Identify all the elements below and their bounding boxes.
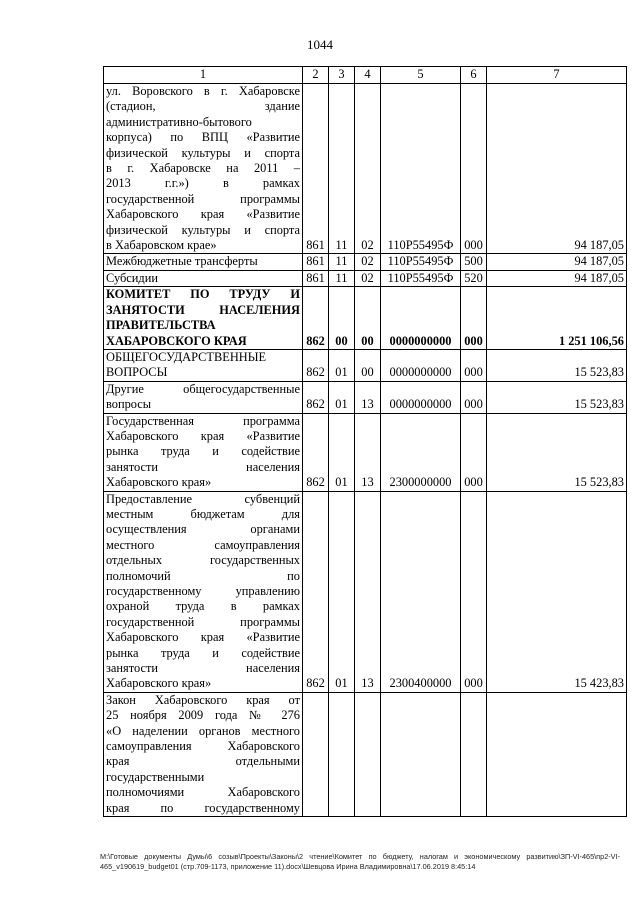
description-line: Хабаровского края «Развитие	[106, 428, 300, 443]
row-description	[104, 287, 303, 350]
section-code: 01	[329, 413, 355, 491]
amount-value: 94 187,05	[487, 254, 627, 270]
description-line: Хабаровского края «Развитие	[106, 207, 300, 222]
amount-value	[487, 692, 627, 816]
description-line: государственной программы	[106, 614, 300, 629]
subsection-code: 00	[355, 349, 381, 381]
target-article-code: 2300000000	[381, 413, 461, 491]
description-line: государственными	[106, 769, 205, 784]
description-line: государственной программы	[106, 191, 300, 206]
section-code: 11	[329, 84, 355, 254]
header-col-4: 4	[355, 67, 381, 84]
row-description	[104, 381, 303, 413]
description-line: 2013 г.г.») в рамках	[106, 176, 300, 191]
description-line: занятости населения	[106, 459, 300, 474]
table-row	[104, 413, 627, 491]
expense-type-code: 000	[461, 84, 487, 254]
description-line: занятости населения	[106, 661, 300, 676]
ministry-code: 862	[303, 349, 329, 381]
ministry-code: 862	[303, 491, 329, 692]
table-row	[104, 254, 627, 270]
description-line: рынка труда и содействие	[106, 444, 300, 459]
subsection-code: 13	[355, 413, 381, 491]
header-col-2: 2	[303, 67, 329, 84]
description-line: рынка труда и содействие	[106, 645, 300, 660]
page-number: 1044	[307, 37, 333, 52]
description-line: ПРАВИТЕЛЬСТВА	[106, 318, 216, 333]
subsection-code: 13	[355, 381, 381, 413]
budget-table	[103, 66, 627, 817]
header-col-3: 3	[329, 67, 355, 84]
description-line: края отдельными	[106, 754, 300, 769]
subsection-code: 02	[355, 84, 381, 254]
amount-value: 1 251 106,56	[487, 287, 627, 350]
description-line: Хабаровского края»	[106, 676, 212, 691]
ministry-code	[303, 692, 329, 816]
description-line: государственному управлению	[106, 584, 300, 598]
ministry-code: 861	[303, 254, 329, 270]
target-article-code: 0000000000	[381, 349, 461, 381]
description-line: вопросы	[106, 397, 152, 412]
table-row	[104, 349, 627, 381]
expense-type-code	[461, 692, 487, 816]
expense-type-code: 500	[461, 254, 487, 270]
description-line: Субсидии	[106, 270, 158, 285]
target-article-code: 0000000000	[381, 287, 461, 350]
section-code: 11	[329, 254, 355, 270]
ministry-code: 861	[303, 84, 329, 254]
header-col-1: 1	[104, 67, 303, 84]
document-path-footer: M:\Готовые документы Думы\6 созыв\Проекты\Законы\2 чтение\Комитет по бюджету, налогам и экономическому развитию\ЗП-VI-465\пр2-VI-465_v190619_budget01 (стр.709-1173, приложение 11).docx\Шевцова Ирина Владимировна\17.06.2019 8:45:14	[100, 852, 620, 871]
ministry-code: 861	[303, 270, 329, 286]
ministry-code: 862	[303, 381, 329, 413]
table-row	[104, 692, 627, 816]
subsection-code: 00	[355, 287, 381, 350]
description-line: осуществления органами	[106, 522, 300, 537]
ministry-code: 862	[303, 287, 329, 350]
description-line: ЗАНЯТОСТИ НАСЕЛЕНИЯ	[106, 302, 300, 317]
target-article-code: 110P55495Ф	[381, 254, 461, 270]
header-col-6: 6	[461, 67, 487, 84]
table-row	[104, 381, 627, 413]
amount-value: 94 187,05	[487, 84, 627, 254]
description-line: Другие общегосударственные	[106, 381, 300, 396]
description-line: полномочий по	[106, 568, 300, 583]
target-article-code: 2300400000	[381, 491, 461, 692]
row-description	[104, 270, 303, 286]
table-row	[104, 270, 627, 286]
header-col-5: 5	[381, 67, 461, 84]
row-description	[104, 491, 303, 692]
target-article-code: 110P55495Ф	[381, 270, 461, 286]
description-line: физической культуры и спорта	[106, 145, 300, 160]
expense-type-code: 000	[461, 491, 487, 692]
target-article-code	[381, 692, 461, 816]
row-description	[104, 84, 303, 254]
description-line: ВОПРОСЫ	[106, 365, 168, 380]
expense-type-code: 520	[461, 270, 487, 286]
section-code: 01	[329, 349, 355, 381]
subsection-code	[355, 692, 381, 816]
section-code	[329, 692, 355, 816]
description-line: КОМИТЕТ ПО ТРУДУ И	[106, 287, 300, 302]
table-header-row	[104, 67, 627, 84]
description-line: охраной труда в рамках	[106, 599, 300, 614]
header-col-7: 7	[487, 67, 627, 84]
row-description	[104, 413, 303, 491]
amount-value: 15 523,83	[487, 413, 627, 491]
description-line: Хабаровского края»	[106, 475, 212, 490]
description-line: Хабаровского края «Развитие	[106, 630, 300, 645]
description-line: края по государственному	[106, 800, 300, 815]
description-line: полномочиями Хабаровского	[106, 785, 300, 800]
description-line: Закон Хабаровского края от	[106, 692, 300, 707]
amount-value: 15 523,83	[487, 381, 627, 413]
expense-type-code: 000	[461, 287, 487, 350]
amount-value: 15 523,83	[487, 349, 627, 381]
description-line: Межбюджетные трансферты	[106, 254, 258, 269]
amount-value: 15 423,83	[487, 491, 627, 692]
row-description	[104, 349, 303, 381]
description-line: физической культуры и спорта	[106, 222, 300, 237]
description-line: корпуса) по ВПЦ «Развитие	[106, 130, 300, 145]
section-code: 11	[329, 270, 355, 286]
description-line: Предоставление субвенций	[106, 491, 300, 506]
expense-type-code: 000	[461, 349, 487, 381]
table-row	[104, 84, 627, 254]
expense-type-code: 000	[461, 381, 487, 413]
target-article-code: 110P55495Ф	[381, 84, 461, 254]
description-line: ОБЩЕГОСУДАРСТВЕННЫЕ	[106, 349, 267, 364]
description-line: ул. Воровского в г. Хабаровске	[106, 84, 300, 98]
description-line: «О наделении органов местного	[106, 723, 300, 738]
description-line: ХАБАРОВСКОГО КРАЯ	[106, 333, 247, 348]
subsection-code: 02	[355, 270, 381, 286]
description-line: административно-бытового	[106, 114, 252, 129]
description-line: (стадион, здание	[106, 99, 300, 114]
row-description	[104, 692, 303, 816]
section-code: 00	[329, 287, 355, 350]
section-code: 01	[329, 381, 355, 413]
subsection-code: 13	[355, 491, 381, 692]
amount-value: 94 187,05	[487, 270, 627, 286]
description-line: отдельных государственных	[106, 553, 300, 568]
section-code: 01	[329, 491, 355, 692]
target-article-code: 0000000000	[381, 381, 461, 413]
description-line: в Хабаровском крае»	[106, 238, 217, 253]
expense-type-code: 000	[461, 413, 487, 491]
row-description	[104, 254, 303, 270]
description-line: в г. Хабаровске на 2011 –	[106, 161, 300, 176]
description-line: местным бюджетам для	[106, 506, 300, 521]
table-row	[104, 287, 627, 350]
description-line: местного самоуправления	[106, 537, 300, 552]
subsection-code: 02	[355, 254, 381, 270]
ministry-code: 862	[303, 413, 329, 491]
description-line: самоуправления Хабаровского	[106, 739, 300, 754]
description-line: Государственная программа	[106, 413, 300, 428]
table-row	[104, 491, 627, 692]
description-line: 25 ноября 2009 года № 276	[106, 708, 300, 723]
